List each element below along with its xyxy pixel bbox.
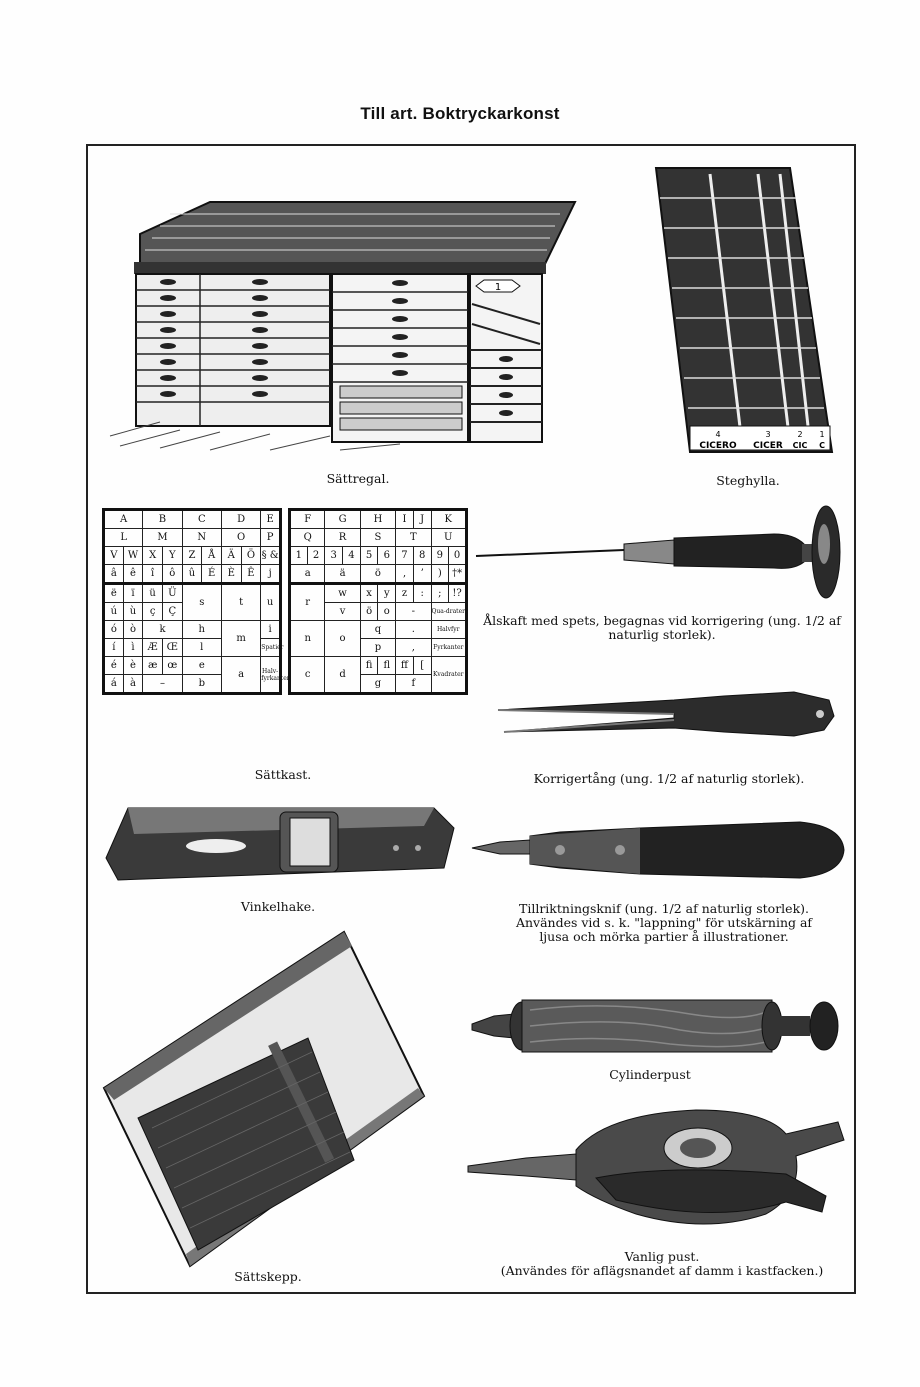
vinkelhake-illustration bbox=[104, 798, 464, 894]
vanlig-pust-line-1: Vanlig pust. bbox=[624, 1249, 700, 1264]
type-case-compartment: c bbox=[290, 657, 325, 694]
type-case-compartment: Æ bbox=[143, 639, 163, 657]
type-case-compartment: 5 bbox=[360, 547, 378, 565]
type-case-compartment: 8 bbox=[413, 547, 431, 565]
type-case-compartment: ù bbox=[123, 603, 143, 621]
steghylla-label-d: C bbox=[819, 441, 825, 450]
type-case-compartment: Fyrkanter bbox=[431, 639, 467, 657]
type-case-compartment: â bbox=[104, 565, 124, 584]
type-case-glyph: * bbox=[457, 568, 463, 579]
steghylla-number-2: 3 bbox=[765, 430, 771, 439]
type-case-compartment: L bbox=[104, 529, 143, 547]
type-case-compartment: s bbox=[182, 584, 221, 621]
type-case-compartment: v bbox=[325, 603, 360, 621]
type-case-compartment: ff bbox=[396, 657, 414, 675]
type-case-compartment: j bbox=[261, 565, 281, 584]
type-case-compartment: D bbox=[221, 510, 260, 529]
type-case-compartment: 1 bbox=[290, 547, 308, 565]
type-case-compartment: 7 bbox=[396, 547, 414, 565]
type-case-compartment: x bbox=[360, 584, 378, 603]
type-case-compartment bbox=[449, 584, 467, 603]
type-case-compartment: È bbox=[221, 565, 241, 584]
type-case-compartment: Q bbox=[290, 529, 325, 547]
korrigertang-illustration bbox=[494, 686, 844, 756]
sattskepp-illustration bbox=[98, 928, 428, 1278]
type-case-compartment: á bbox=[104, 675, 124, 694]
sattskepp-caption: Sättskepp. bbox=[234, 1269, 302, 1284]
type-case-compartment: ó bbox=[104, 621, 124, 639]
type-case-compartment: o bbox=[378, 603, 396, 621]
sattkast-caption: Sättkast. bbox=[254, 767, 312, 782]
vanlig-pust-caption bbox=[474, 1250, 850, 1278]
type-case-compartment: G bbox=[325, 510, 360, 529]
steghylla-label-c: CIC bbox=[792, 441, 808, 450]
type-case-compartment: [ bbox=[413, 657, 431, 675]
type-case-glyph: § bbox=[261, 550, 267, 561]
tillriktning-line-3: ljusa och mörka partier å illustrationer. bbox=[539, 929, 789, 944]
type-case-compartment: z bbox=[396, 584, 414, 603]
alskaft-caption: Ålskaft med spets, begagnas vid korrigering (ung. 1/2 af naturlig storlek). bbox=[483, 613, 841, 642]
type-case-compartment: Ê bbox=[241, 565, 261, 584]
type-case-compartment: l bbox=[182, 639, 221, 657]
type-case-compartment: B bbox=[143, 510, 182, 529]
type-case-compartment: : bbox=[413, 584, 431, 603]
sattregal-badge: 1 bbox=[494, 282, 502, 293]
type-case-compartment: ô bbox=[162, 565, 182, 584]
steghylla-label-a: CICERO bbox=[699, 441, 737, 451]
steghylla-label-b: CICER bbox=[753, 441, 783, 451]
type-case-compartment: Kvadrater bbox=[431, 657, 467, 694]
type-case-compartment: Œ bbox=[162, 639, 182, 657]
type-case-compartment: m bbox=[221, 621, 260, 657]
type-case-compartment: n bbox=[290, 621, 325, 657]
type-case-compartment: ‚ bbox=[396, 565, 414, 584]
steghylla-number-1: 4 bbox=[715, 430, 721, 439]
type-case-compartment: fi bbox=[360, 657, 378, 675]
sattkast-right-case bbox=[288, 508, 468, 695]
type-case-compartment: S bbox=[360, 529, 395, 547]
type-case-compartment: Y bbox=[162, 547, 182, 565]
type-case-compartment: ’ bbox=[413, 565, 431, 584]
type-case-compartment: Ö bbox=[241, 547, 261, 565]
type-case-compartment: ï bbox=[123, 584, 143, 603]
type-case-compartment: ú bbox=[104, 603, 124, 621]
type-case-compartment: ò bbox=[123, 621, 143, 639]
type-case-compartment: ä bbox=[325, 565, 360, 584]
type-case-compartment: Spatier bbox=[261, 639, 281, 657]
steghylla-number-3: 2 bbox=[797, 430, 803, 439]
vinkelhake-caption: Vinkelhake. bbox=[240, 899, 316, 914]
type-case-compartment: ë bbox=[104, 584, 124, 603]
type-case-compartment: J bbox=[413, 510, 431, 529]
type-case-compartment: œ bbox=[162, 657, 182, 675]
vanlig-pust-illustration bbox=[466, 1104, 850, 1238]
type-case-compartment: f bbox=[396, 675, 431, 694]
type-case-compartment: r bbox=[290, 584, 325, 621]
vanlig-pust-line-2: (Användes för aflägsnandet af damm i kastfacken.) bbox=[500, 1263, 824, 1278]
cylinderpust-caption: Cylinderpust bbox=[609, 1067, 691, 1082]
type-case-compartment: ü bbox=[143, 584, 163, 603]
korrigertang-caption: Korrigertång (ung. 1/2 af naturlig storlek). bbox=[533, 771, 805, 786]
type-case-compartment: y bbox=[378, 584, 396, 603]
steghylla-caption: Steghylla. bbox=[716, 473, 780, 488]
type-case-compartment: Ä bbox=[221, 547, 241, 565]
sattregal-caption: Sättregal. bbox=[326, 471, 390, 486]
type-case-compartment: î bbox=[143, 565, 163, 584]
type-case-compartment: I bbox=[396, 510, 414, 529]
type-case-compartment: ì bbox=[123, 639, 143, 657]
type-case-compartment: A bbox=[104, 510, 143, 529]
type-case-compartment: p bbox=[360, 639, 395, 657]
type-case-compartment: 0 bbox=[449, 547, 467, 565]
type-case-compartment: u bbox=[261, 584, 281, 621]
type-case-compartment: è bbox=[123, 657, 143, 675]
type-case-compartment: w bbox=[325, 584, 360, 603]
type-case-compartment: o bbox=[325, 621, 360, 657]
type-case-compartment: C bbox=[182, 510, 221, 529]
type-case-compartment: H bbox=[360, 510, 395, 529]
type-case-compartment: – bbox=[143, 675, 182, 694]
type-case-compartment: t bbox=[221, 584, 260, 621]
type-case-compartment: F bbox=[290, 510, 325, 529]
type-case-glyph: ! bbox=[452, 588, 457, 599]
type-case-compartment: Ü bbox=[162, 584, 182, 603]
type-case-compartment: E bbox=[261, 510, 281, 529]
type-case-compartment: g bbox=[360, 675, 395, 694]
type-case-compartment: V bbox=[104, 547, 124, 565]
type-case-glyph: † bbox=[452, 568, 458, 579]
type-case-compartment: k bbox=[143, 621, 182, 639]
type-case-compartment: R bbox=[325, 529, 360, 547]
type-case-compartment: é bbox=[104, 657, 124, 675]
type-case-compartment: Halvfyr bbox=[431, 621, 467, 639]
type-case-compartment: e bbox=[182, 657, 221, 675]
tillriktningsknif-illustration bbox=[470, 812, 850, 888]
type-case-compartment: Halv-fyrkanter bbox=[261, 657, 281, 694]
type-case-compartment: a bbox=[221, 657, 260, 694]
type-case-compartment: ) bbox=[431, 565, 449, 584]
type-case-compartment: . bbox=[396, 621, 431, 639]
type-case-compartment: , bbox=[396, 639, 431, 657]
type-case-compartment: 4 bbox=[343, 547, 361, 565]
type-case-compartment: ö bbox=[360, 565, 395, 584]
sattregal-illustration bbox=[100, 174, 590, 454]
page-title: Till art. Boktryckarkonst bbox=[360, 104, 560, 123]
type-case-compartment: a bbox=[290, 565, 325, 584]
type-case-glyph: & bbox=[269, 550, 279, 561]
illustration-plate bbox=[86, 144, 856, 1294]
cylinderpust-illustration bbox=[470, 986, 846, 1070]
type-case-compartment: i bbox=[261, 621, 281, 639]
type-case-compartment: P bbox=[261, 529, 281, 547]
type-case-compartment: ; bbox=[431, 584, 449, 603]
type-case-compartment: K bbox=[431, 510, 467, 529]
type-case-glyph: ? bbox=[456, 588, 462, 599]
tillriktning-line-1: Tillriktningsknif (ung. 1/2 af naturlig storlek). bbox=[519, 901, 809, 916]
type-case-compartment: T bbox=[396, 529, 431, 547]
type-case-compartment: ç bbox=[143, 603, 163, 621]
type-case-compartment: N bbox=[182, 529, 221, 547]
type-case-compartment: ê bbox=[123, 565, 143, 584]
type-case-compartment: W bbox=[123, 547, 143, 565]
type-case-compartment: - bbox=[396, 603, 431, 621]
steghylla-illustration bbox=[650, 164, 840, 454]
type-case-compartment: û bbox=[182, 565, 202, 584]
sattkast-left-case bbox=[102, 508, 290, 695]
type-case-compartment: à bbox=[123, 675, 143, 694]
type-case-compartment: 3 bbox=[325, 547, 343, 565]
type-case-compartment: æ bbox=[143, 657, 163, 675]
type-case-compartment: Qua-drater bbox=[431, 603, 467, 621]
type-case-compartment: Ç bbox=[162, 603, 182, 621]
type-case-compartment: U bbox=[431, 529, 467, 547]
type-case-compartment: O bbox=[221, 529, 260, 547]
type-case-compartment: M bbox=[143, 529, 182, 547]
type-case-compartment: É bbox=[202, 565, 222, 584]
type-case-compartment: d bbox=[325, 657, 360, 694]
type-case-compartment: h bbox=[182, 621, 221, 639]
type-case-compartment: Å bbox=[202, 547, 222, 565]
type-case-compartment: 9 bbox=[431, 547, 449, 565]
alskaft-illustration bbox=[474, 504, 850, 604]
type-case-compartment: fl bbox=[378, 657, 396, 675]
type-case-compartment: X bbox=[143, 547, 163, 565]
type-case-compartment bbox=[261, 547, 281, 565]
type-case-compartment: q bbox=[360, 621, 395, 639]
type-case-compartment bbox=[449, 565, 467, 584]
type-case-compartment: í bbox=[104, 639, 124, 657]
type-case-compartment: 6 bbox=[378, 547, 396, 565]
type-case-compartment: b bbox=[182, 675, 221, 694]
type-case-compartment: Z bbox=[182, 547, 202, 565]
type-case-compartment: ö bbox=[360, 603, 378, 621]
type-case-compartment: 2 bbox=[307, 547, 325, 565]
tillriktningsknif-caption bbox=[478, 902, 850, 944]
tillriktning-line-2: Användes vid s. k. "lappning" för utskärning af bbox=[515, 915, 813, 930]
steghylla-number-4: 1 bbox=[819, 430, 825, 439]
